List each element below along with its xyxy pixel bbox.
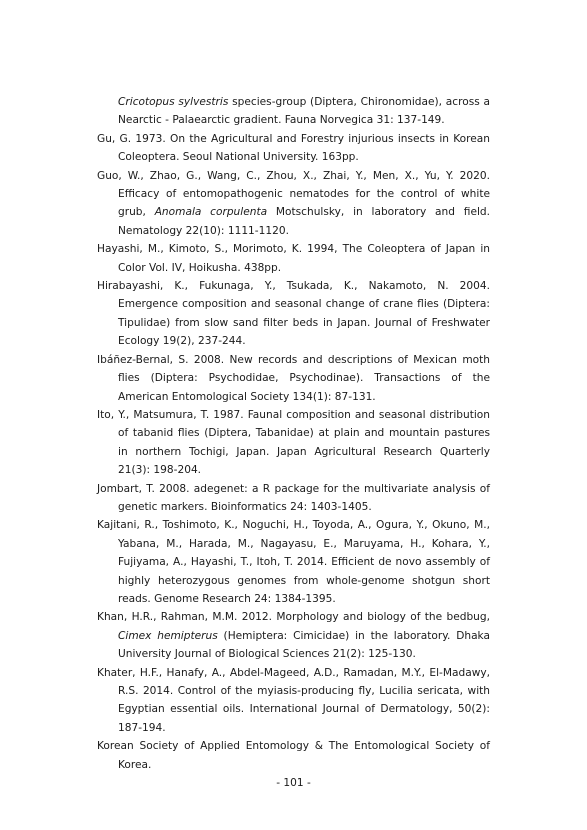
reference-italic-text: Cimex hemipterus	[118, 629, 218, 642]
reference-list	[97, 93, 490, 774]
reference-entry	[97, 240, 490, 277]
reference-italic-text: Anomala corpulenta	[154, 206, 268, 219]
reference-text: Hirabayashi, K., Fukunaga, Y., Tsukada, K., Nakamoto, N. 2004. Emergence composition and seasonal change of crane flies (Diptera: Tipulidae) from slow sand filter beds in Japan. Journal of Freshwater Ecology 19(2), 237-244.	[97, 280, 490, 348]
reference-text: Hayashi, M., Kimoto, S., Morimoto, K. 1994, The Coleoptera of Japan in Color Vol. IV, Hoikusha. 438pp.	[97, 243, 490, 274]
reference-text: Motschulsky, in laboratory and field. Nematology 22(10): 1111-1120.	[118, 206, 490, 237]
reference-text: species-group (Diptera, Chironomidae), across a Nearctic - Palaearctic gradient. Fauna Norvegica 31: 137-149.	[118, 96, 490, 127]
reference-text: Guo, W., Zhao, G., Wang, C., Zhou, X., Zhai, Y., Men, X., Yu, Y. 2020. Efficacy of entomopathogenic nematodes for the control of white grub,	[97, 169, 490, 219]
reference-text: Ito, Y., Matsumura, T. 1987. Faunal composition and seasonal distribution of tabanid flies (Diptera, Tabanidae) at plain and mountain pastures in northern Tochigi, Japan. Japan Agricultural Research Quarterly 21(3): 198-204.	[97, 408, 490, 477]
reference-entry	[97, 664, 490, 738]
reference-text: Ibáñez-Bernal, S. 2008. New records and descriptions of Mexican moth flies (Diptera: Psychodidae, Psychodinae). Transactions of the American Entomological Society 134(1): 87-131.	[97, 353, 490, 403]
reference-text: Korean Society of Applied Entomology & The Entomological Society of Korea.	[97, 740, 490, 771]
reference-text: Khater, H.F., Hanafy, A., Abdel-Mageed, A.D., Ramadan, M.Y., El-Madawy, R.S. 2014. Control of the myiasis-producing fly, Lucilia sericata, with Egyptian essential oils. International Journal of Dermatology, 50(2): 187-194.	[97, 666, 490, 734]
reference-entry	[97, 516, 490, 608]
reference-text: (Hemiptera: Cimicidae) in the laboratory. Dhaka University Journal of Biological Sciences 21(2): 125-130.	[118, 629, 491, 661]
reference-entry	[97, 480, 490, 517]
reference-entry	[97, 406, 490, 480]
reference-entry	[97, 351, 490, 406]
reference-text: Gu, G. 1973. On the Agricultural and Forestry injurious insects in Korean Coleoptera. Seoul National University. 163pp.	[97, 132, 490, 164]
reference-text: Jombart, T. 2008. adegenet: a R package for the multivariate analysis of genetic markers. Bioinformatics 24: 1403-1405.	[97, 482, 490, 513]
reference-entry	[97, 737, 490, 774]
reference-entry	[97, 93, 490, 130]
reference-entry	[97, 277, 490, 351]
page-number: - 101 -	[276, 777, 311, 789]
reference-text: Khan, H.R., Rahman, M.M. 2012. Morphology and biology of the bedbug,	[97, 611, 490, 624]
reference-entry	[97, 130, 490, 167]
reference-italic-text: Cricotopus sylvestris	[118, 96, 229, 108]
reference-text: Kajitani, R., Toshimoto, K., Noguchi, H., Toyoda, A., Ogura, Y., Okuno, M., Yabana, M., Harada, M., Nagayasu, E., Maruyama, H., Kohara, Y., Fujiyama, A., Hayashi, T., Itoh, T. 2014. Efficient de novo assembly of highly heterozygous genomes from whole-genome shotgun short reads. Genome Research 24: 1384-1395.	[97, 519, 490, 605]
reference-entry	[97, 167, 490, 241]
reference-entry	[97, 608, 490, 663]
